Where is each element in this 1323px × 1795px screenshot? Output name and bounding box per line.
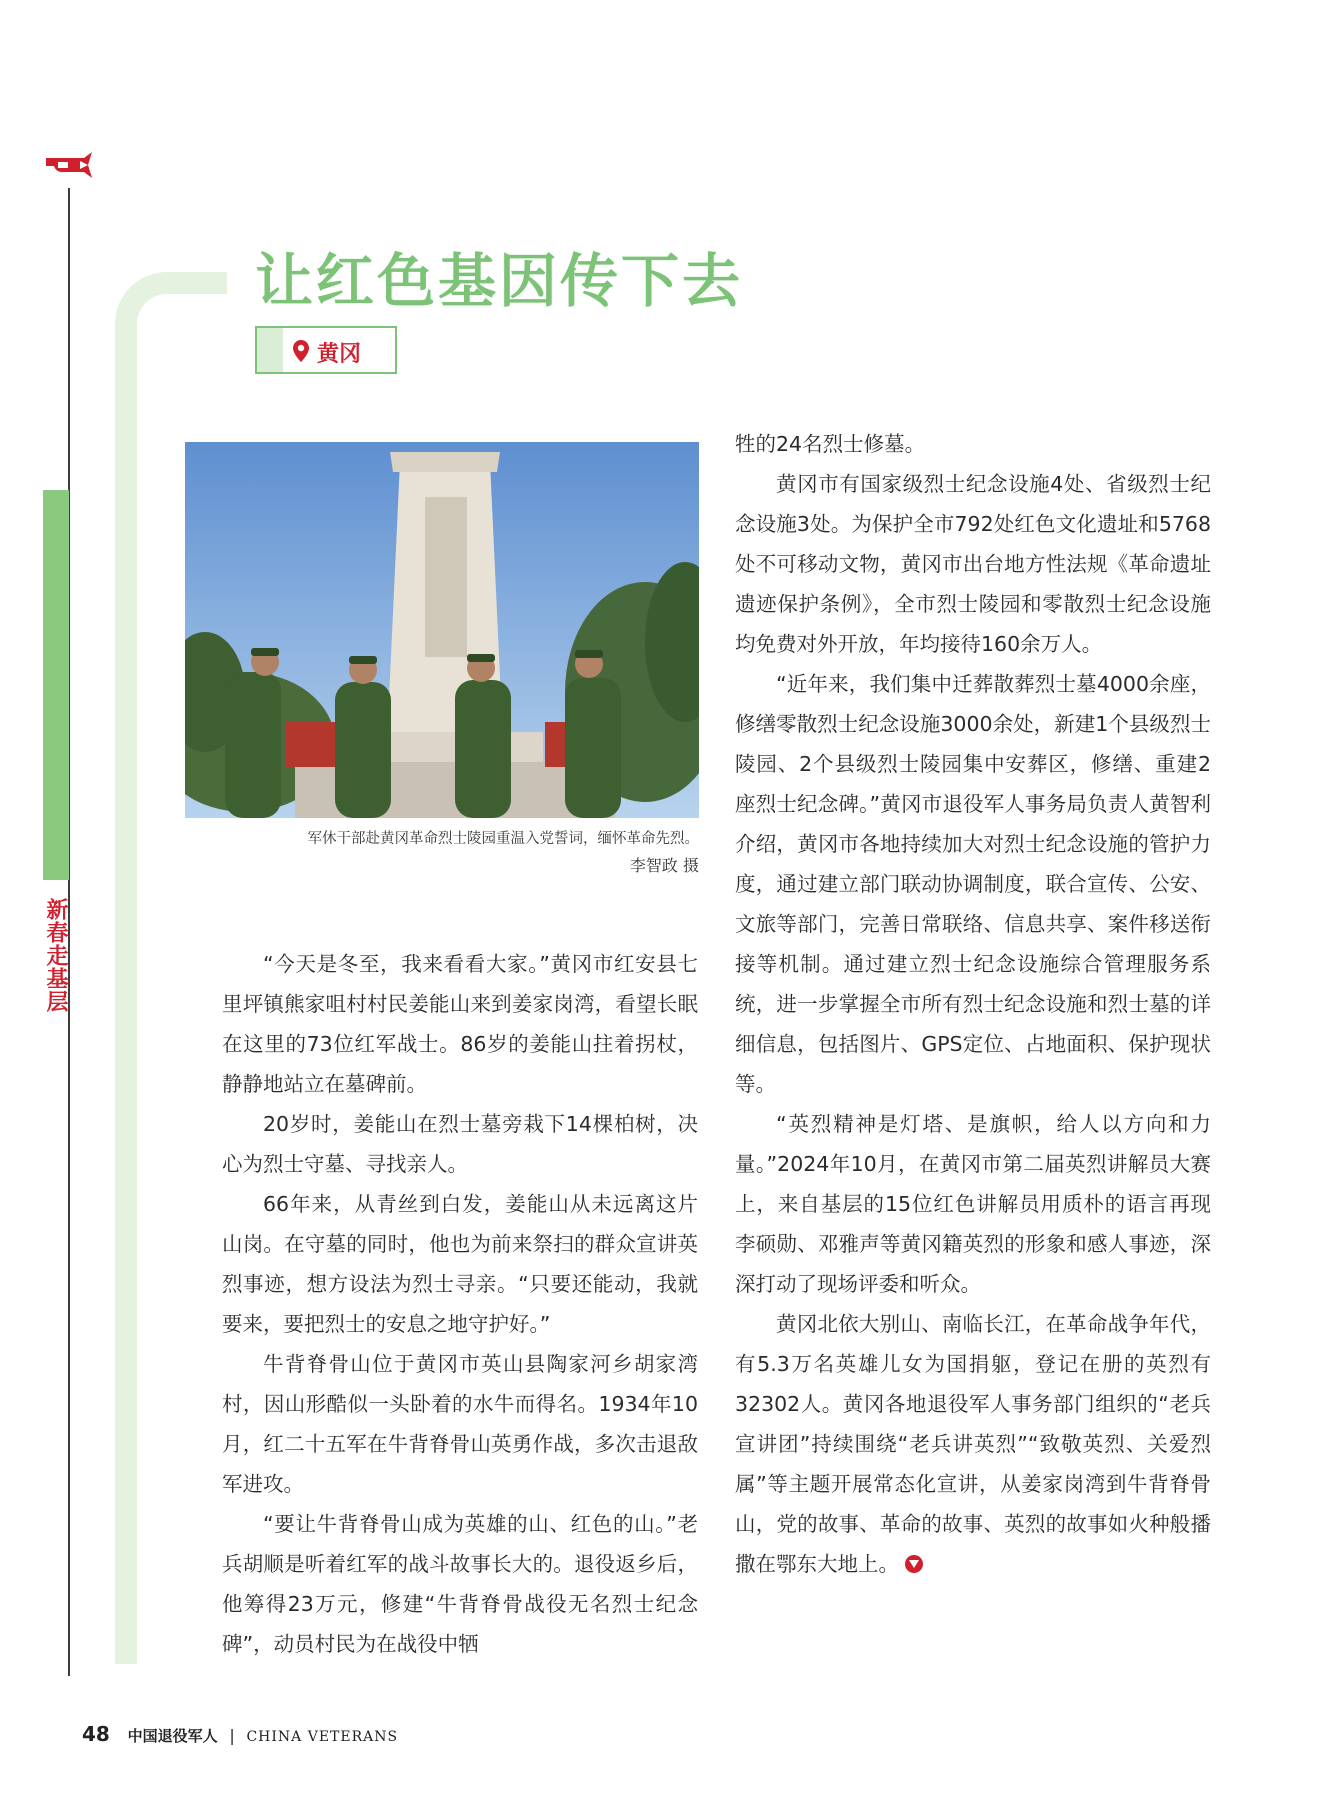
- paragraph-text: 黄冈北依大别山、南临长江，在革命战争年代，有5.3万名英雄儿女为国捐躯，登记在册的英烈有32302人。黄冈各地退役军人事务部门组织的“老兵宣讲团”持续围绕“老兵讲英烈”“致敬英烈、关爱烈属”等主题开展常态化宣讲，从姜家岗湾到牛背脊骨山，党的故事、革命的故事、英烈的故事如火种般播撒在鄂东大地上。: [735, 1312, 1211, 1576]
- map-pin-icon: [293, 340, 309, 362]
- section-label: 新春走基层: [43, 898, 68, 1013]
- page-number: 48: [82, 1722, 110, 1746]
- magazine-name-en: CHINA VETERANS: [246, 1729, 399, 1745]
- paragraph: 黄冈市有国家级烈士纪念设施4处、省级烈士纪念设施3处。为保护全市792处红色文化遗址和5768处不可移动文物，黄冈市出台地方性法规《革命遗址遗迹保护条例》，全市烈士陵园和零散烈士纪念设施均免费对外开放，年均接待160余万人。: [735, 472, 1211, 656]
- paragraph: “近年来，我们集中迁葬散葬烈士墓4000余座，修缮零散烈士纪念设施3000余处，新建1个县级烈士陵园、2个县级烈士陵园集中安葬区，修缮、重建2座烈士纪念碑。”黄冈市退役军人事务局负责人黄智利介绍，黄冈市各地持续加大对烈士纪念设施的管护力度，通过建立部门联动协调制度，联合宣传、公安、文旅等部门，完善日常联络、信息共享、案件移送衔接等机制。通过建立烈士纪念设施综合管理服务系统，进一步掌握全市所有烈士纪念设施和烈士墓的详细信息，包括图片、GPS定位、占地面积、保护现状等。: [735, 672, 1211, 1096]
- article-title: 让红色基因传下去: [255, 247, 744, 315]
- magazine-logo-icon: [44, 150, 94, 180]
- end-of-article-icon: [905, 1555, 923, 1573]
- section-color-bar: [43, 490, 69, 880]
- paragraph: “要让牛背脊骨山成为英雄的山、红色的山。”老兵胡顺是听着红军的战斗故事长大的。退役返乡后，他筹得23万元，修建“牛背脊骨战役无名烈士纪念碑”，动员村民为在战役中牺: [222, 1512, 698, 1656]
- paragraph: 牛背脊骨山位于黄冈市英山县陶家河乡胡家湾村，因山形酷似一头卧着的水牛而得名。1934年10月，红二十五军在牛背脊骨山英勇作战，多次击退敌军进攻。: [222, 1352, 698, 1496]
- body-column-left: [222, 944, 698, 1664]
- photo-caption: 军休干部赴黄冈革命烈士陵园重温入党誓词，缅怀革命先烈。: [307, 831, 699, 847]
- memorial-photo: [185, 442, 699, 818]
- page-footer: [82, 1722, 398, 1746]
- location-label: 黄冈: [317, 342, 362, 367]
- paragraph: “英烈精神是灯塔、是旗帜，给人以方向和力量。”2024年10月，在黄冈市第二届英烈讲解员大赛上，来自基层的15位红色讲解员用质朴的语言再现李硕勋、邓雅声等黄冈籍英烈的形象和感人事迹，深深打动了现场评委和听众。: [735, 1112, 1211, 1296]
- footer-separator: |: [229, 1726, 235, 1745]
- body-column-right: [735, 424, 1211, 1584]
- paragraph-continued: 牲的24名烈士修墓。: [735, 432, 926, 456]
- location-tag: [255, 326, 397, 374]
- location-tag-strip: [257, 328, 283, 372]
- paragraph-final: [735, 1304, 1211, 1584]
- paragraph: 66年来，从青丝到白发，姜能山从未远离这片山岗。在守墓的同时，他也为前来祭扫的群众宣讲英烈事迹，想方设法为烈士寻亲。“只要还能动，我就要来，要把烈士的安息之地守护好。”: [222, 1192, 698, 1336]
- photo-credit: 李智政 摄: [629, 856, 699, 875]
- paragraph: “今天是冬至，我来看看大家。”黄冈市红安县七里坪镇熊家咀村村民姜能山来到姜家岗湾，看望长眠在这里的73位红军战士。86岁的姜能山拄着拐杖，静静地站立在墓碑前。: [222, 952, 698, 1096]
- magazine-name-cn: 中国退役军人: [127, 1727, 218, 1745]
- paragraph: 20岁时，姜能山在烈士墓旁栽下14棵柏树，决心为烈士守墓、寻找亲人。: [222, 1112, 698, 1176]
